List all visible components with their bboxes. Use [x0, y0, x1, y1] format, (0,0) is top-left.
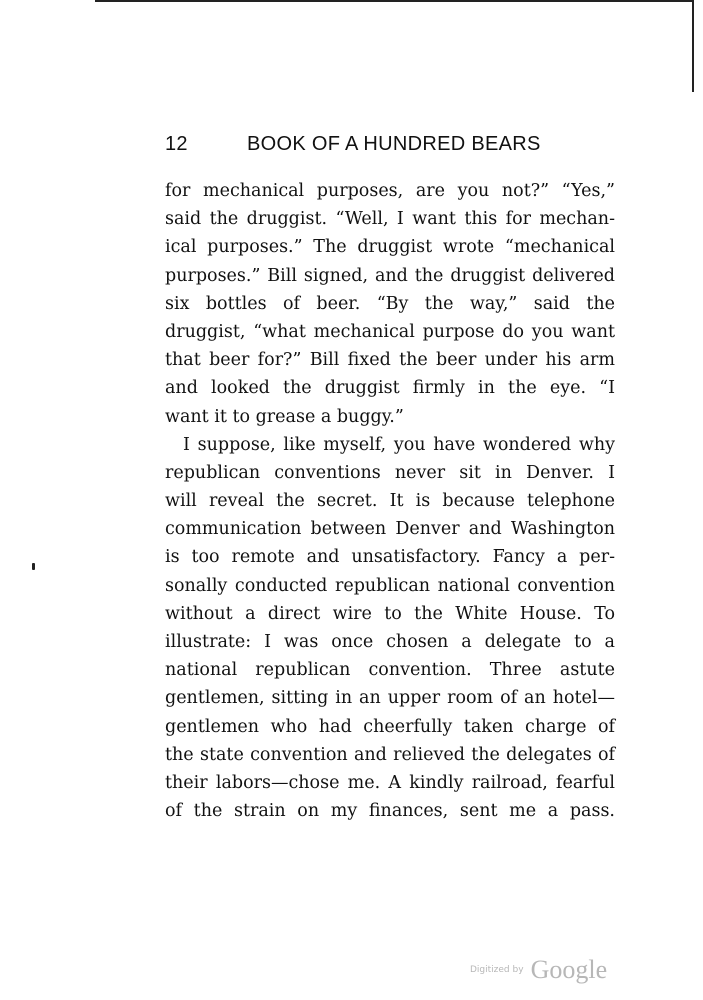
google-logo: Google	[530, 955, 608, 984]
text-line: of the strain on my finances, sent me a pass.	[165, 801, 615, 822]
paragraph-2	[165, 431, 615, 826]
text-line: their labors—chose me. A kindly railroad, fearful	[165, 772, 615, 793]
text-line: and looked the druggist firmly in the eye. “I	[165, 378, 615, 399]
text-line: gentlemen, sitting in an upper room of an hotel—	[165, 688, 615, 709]
text-line: communication between Denver and Washington	[165, 519, 615, 540]
text-line: said the druggist. “Well, I want this for mechan-	[165, 209, 615, 230]
text-line: purposes.” Bill signed, and the druggist delivered	[165, 265, 615, 286]
page-number: 12	[165, 133, 188, 155]
text-line: for mechanical purposes, are you not?” “Yes,”	[165, 181, 615, 201]
margin-mark	[32, 563, 35, 570]
text-line: gentlemen who had cheerfully taken charge of	[165, 716, 615, 737]
text-line: want it to grease a buggy.”	[165, 406, 404, 427]
text-line: druggist, “what mechanical purpose do you want	[165, 321, 615, 342]
text-line: without a direct wire to the White House. To	[165, 603, 615, 624]
running-title: BOOK OF A HUNDRED BEARS	[247, 133, 541, 155]
running-header	[165, 133, 613, 163]
page-top-edge	[95, 0, 693, 5]
text-line: the state convention and relieved the delegates of	[165, 744, 615, 765]
text-line: is too remote and unsatisfactory. Fancy a per-	[165, 547, 615, 568]
digitized-watermark	[470, 955, 607, 985]
text-line: republican conventions never sit in Denver. I	[165, 462, 615, 483]
text-line: I suppose, like myself, you have wondered why	[183, 434, 615, 455]
text-line: will reveal the secret. It is because telephone	[165, 491, 615, 512]
watermark-prefix: Digitized by	[470, 965, 524, 975]
text-line: national republican convention. Three astute	[165, 660, 615, 681]
text-line: ical purposes.” The druggist wrote “mechanical	[165, 237, 615, 258]
body-text	[165, 177, 615, 825]
paragraph-1	[165, 177, 615, 431]
text-line: that beer for?” Bill fixed the beer under his arm	[165, 350, 615, 371]
text-line: illustrate: I was once chosen a delegate to a	[165, 632, 615, 652]
text-line: six bottles of beer. “By the way,” said the	[165, 293, 615, 314]
text-line: sonally conducted republican national convention	[165, 575, 615, 596]
page-right-edge	[692, 0, 694, 92]
